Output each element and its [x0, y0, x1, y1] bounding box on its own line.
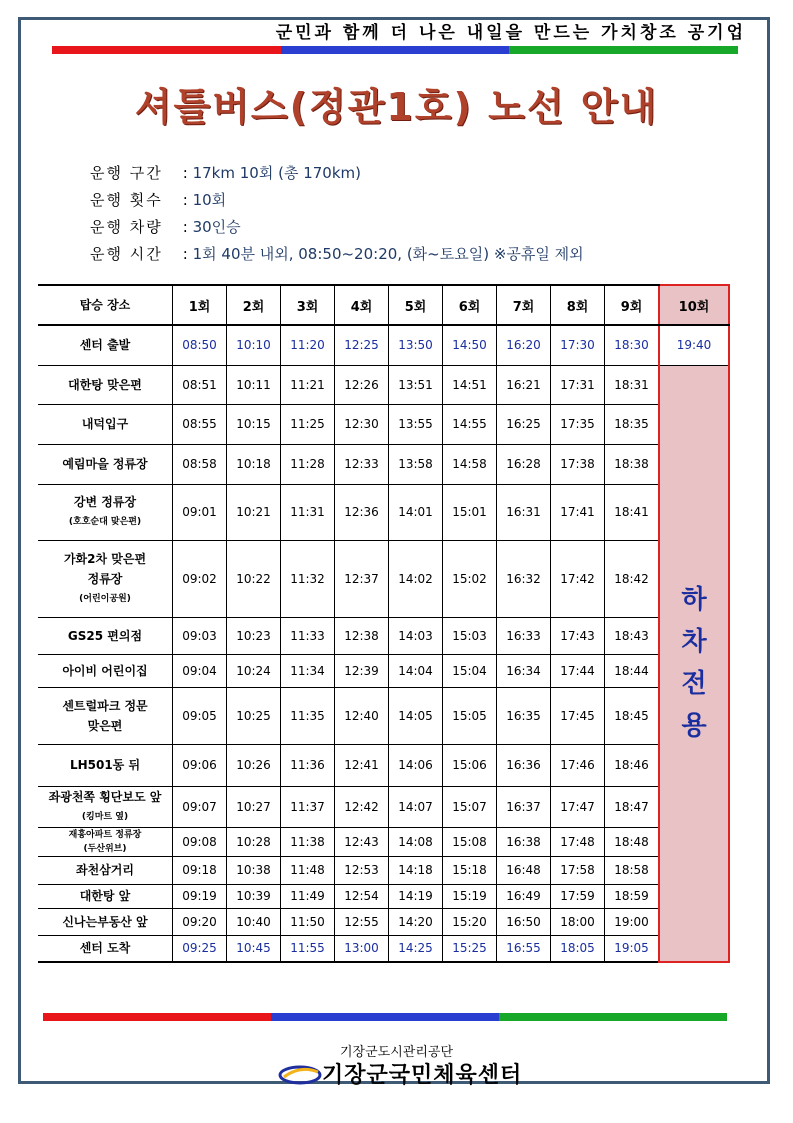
stop-time: 12:37 [335, 540, 389, 617]
stop-time: 12:39 [335, 654, 389, 687]
stop-time: 17:47 [551, 786, 605, 827]
stop-time: 14:58 [443, 444, 497, 484]
departure-time: 13:50 [389, 325, 443, 365]
table-row [38, 744, 729, 786]
stop-time: 11:36 [281, 744, 335, 786]
stop-name: 재흥아파트 정류장 [68, 829, 142, 840]
stop-name: 대한탕 앞 [79, 889, 131, 903]
stop-time: 11:49 [281, 884, 335, 908]
stop-time: 17:46 [551, 744, 605, 786]
stop-time: 16:31 [497, 484, 551, 540]
stop-name-cell [38, 325, 173, 365]
stop-time: 15:20 [443, 908, 497, 935]
stop-time: 15:19 [443, 884, 497, 908]
table-row [38, 404, 729, 444]
stop-name-cell [38, 654, 173, 687]
stop-time: 17:31 [551, 365, 605, 404]
departure-time: 12:25 [335, 325, 389, 365]
center-name: 기장군국민체육센터 [322, 1063, 523, 1088]
stop-time: 14:03 [389, 617, 443, 654]
stop-name-cell [38, 687, 173, 744]
stop-time: 12:54 [335, 884, 389, 908]
stop-time: 15:08 [443, 827, 497, 856]
table-row [38, 365, 729, 404]
stop-name-cell [38, 617, 173, 654]
stop-time: 14:51 [443, 365, 497, 404]
stop-time: 16:37 [497, 786, 551, 827]
stop-time: 18:41 [605, 484, 660, 540]
stop-time: 14:05 [389, 687, 443, 744]
stop-time: 10:39 [227, 884, 281, 908]
arrival-time: 13:00 [335, 935, 389, 962]
stop-name-cell [38, 884, 173, 908]
stop-name-cell [38, 827, 173, 856]
stop-time: 16:21 [497, 365, 551, 404]
bottom-stripe [43, 1013, 727, 1021]
stop-time: 15:04 [443, 654, 497, 687]
center-logo [278, 1058, 522, 1089]
info-row [90, 241, 584, 268]
stop-name-cell [38, 540, 173, 617]
stop-column-header: 탑승 장소 [38, 285, 173, 325]
table-row [38, 687, 729, 744]
stop-name-cell [38, 856, 173, 884]
stop-time: 12:40 [335, 687, 389, 744]
dropoff-label: 하 차 전 용 [681, 585, 707, 742]
stop-time: 14:02 [389, 540, 443, 617]
stop-time: 16:48 [497, 856, 551, 884]
stop-name: 강변 정류장 [73, 495, 137, 509]
stop-time: 09:18 [173, 856, 227, 884]
arrival-time: 14:25 [389, 935, 443, 962]
stop-time: 17:59 [551, 884, 605, 908]
stop-time: 16:32 [497, 540, 551, 617]
info-separator: : [178, 245, 193, 263]
stop-time: 16:50 [497, 908, 551, 935]
stop-name-cell [38, 786, 173, 827]
run-header: 2회 [227, 285, 281, 325]
schedule-table [38, 284, 730, 963]
dropoff-only-cell [659, 365, 729, 962]
info-row [90, 160, 584, 187]
run-header: 1회 [173, 285, 227, 325]
stop-time: 11:38 [281, 827, 335, 856]
stop-time: 18:43 [605, 617, 660, 654]
stop-note: (호호순대 맞은편) [68, 517, 142, 527]
stop-time: 11:28 [281, 444, 335, 484]
departure-time: 14:50 [443, 325, 497, 365]
table-row [38, 786, 729, 827]
stop-name: 센터 도착 [79, 941, 131, 956]
stop-note: (어린이공원) [79, 593, 131, 604]
stop-time: 15:18 [443, 856, 497, 884]
stop-time: 09:04 [173, 654, 227, 687]
departure-time: 18:30 [605, 325, 660, 365]
stop-time: 10:15 [227, 404, 281, 444]
route-info [90, 160, 584, 268]
stop-time: 18:48 [605, 827, 660, 856]
arrival-time: 19:05 [605, 935, 660, 962]
stop-time: 08:55 [173, 404, 227, 444]
stop-name-line2: 정류장 [87, 571, 123, 586]
stop-time: 16:25 [497, 404, 551, 444]
stop-time: 18:42 [605, 540, 660, 617]
departure-time: 19:40 [659, 325, 729, 365]
stop-time: 09:03 [173, 617, 227, 654]
stop-time: 09:02 [173, 540, 227, 617]
stop-time: 11:50 [281, 908, 335, 935]
stop-time: 18:31 [605, 365, 660, 404]
run-header: 3회 [281, 285, 335, 325]
stop-time: 12:41 [335, 744, 389, 786]
stop-time: 16:49 [497, 884, 551, 908]
stop-name-cell [38, 744, 173, 786]
info-value: 17km 10회 (총 170km) [192, 164, 361, 182]
info-label: 운행 횟수 [90, 191, 163, 209]
stop-name-cell [38, 404, 173, 444]
table-row [38, 827, 729, 856]
stop-time: 14:08 [389, 827, 443, 856]
stop-time: 10:21 [227, 484, 281, 540]
stop-time: 09:06 [173, 744, 227, 786]
stop-time: 14:01 [389, 484, 443, 540]
stop-name: 예림마을 정류장 [62, 457, 148, 471]
stop-time: 17:35 [551, 404, 605, 444]
departure-time: 08:50 [173, 325, 227, 365]
stop-name-cell [38, 444, 173, 484]
stop-time: 09:07 [173, 786, 227, 827]
stop-time: 18:46 [605, 744, 660, 786]
stop-name: 센트럴파크 정문 [62, 698, 148, 713]
stop-time: 18:00 [551, 908, 605, 935]
stop-time: 15:05 [443, 687, 497, 744]
stop-time: 16:36 [497, 744, 551, 786]
page-title: 셔틀버스(정관1호) 노선 안내 [134, 85, 659, 129]
stop-time: 09:19 [173, 884, 227, 908]
swoosh-logo-icon [278, 1063, 322, 1085]
info-value: 30인승 [192, 218, 241, 236]
stop-time: 10:38 [227, 856, 281, 884]
run-header: 9회 [605, 285, 660, 325]
stop-time: 12:55 [335, 908, 389, 935]
stop-time: 09:08 [173, 827, 227, 856]
table-row [38, 935, 729, 962]
info-separator: : [178, 164, 193, 182]
stop-time: 10:27 [227, 786, 281, 827]
stop-time: 10:28 [227, 827, 281, 856]
stop-name: LH501동 뒤 [69, 758, 141, 772]
stop-time: 13:58 [389, 444, 443, 484]
stop-time: 09:20 [173, 908, 227, 935]
stop-name: 내덕입구 [81, 417, 129, 431]
stop-time: 12:42 [335, 786, 389, 827]
arrival-time: 16:55 [497, 935, 551, 962]
stop-time: 11:25 [281, 404, 335, 444]
stop-time: 16:34 [497, 654, 551, 687]
arrival-time: 18:05 [551, 935, 605, 962]
stop-time: 10:18 [227, 444, 281, 484]
arrival-time: 09:25 [173, 935, 227, 962]
table-row [38, 654, 729, 687]
arrival-time: 10:45 [227, 935, 281, 962]
stop-time: 14:19 [389, 884, 443, 908]
stop-time: 17:43 [551, 617, 605, 654]
stop-time: 13:51 [389, 365, 443, 404]
stop-note: (킹마트 옆) [81, 811, 129, 822]
stop-name: 센터 출발 [79, 338, 131, 353]
run-header: 6회 [443, 285, 497, 325]
stop-time: 17:41 [551, 484, 605, 540]
stop-time: 17:42 [551, 540, 605, 617]
stop-time: 11:33 [281, 617, 335, 654]
run-header: 4회 [335, 285, 389, 325]
stop-time: 17:38 [551, 444, 605, 484]
stop-time: 08:58 [173, 444, 227, 484]
top-stripe [52, 46, 738, 54]
stop-time: 10:40 [227, 908, 281, 935]
stop-time: 18:45 [605, 687, 660, 744]
stop-time: 12:26 [335, 365, 389, 404]
org-name: 기장군도시관리공단 [339, 1045, 454, 1060]
run-header: 8회 [551, 285, 605, 325]
stop-time: 10:24 [227, 654, 281, 687]
stop-name-cell [38, 365, 173, 404]
stop-time: 12:30 [335, 404, 389, 444]
stop-name: 대한탕 맞은편 [68, 377, 142, 392]
info-row [90, 214, 584, 241]
stop-name-line2: 맞은편 [87, 718, 123, 733]
info-label: 운행 시간 [90, 245, 163, 263]
info-separator: : [178, 218, 193, 236]
info-value: 10회 [192, 191, 227, 209]
table-row [38, 617, 729, 654]
stop-time: 18:59 [605, 884, 660, 908]
info-value: 1회 40분 내외, 08:50~20:20, (화~토요일) ※공휴일 제외 [192, 245, 584, 263]
table-row [38, 484, 729, 540]
stop-name-cell [38, 908, 173, 935]
stop-time: 10:11 [227, 365, 281, 404]
stop-time: 15:07 [443, 786, 497, 827]
departure-time: 17:30 [551, 325, 605, 365]
stop-time: 11:34 [281, 654, 335, 687]
stop-name: 좌천삼거리 [76, 863, 134, 877]
stop-time: 12:38 [335, 617, 389, 654]
stop-name: 좌광천쪽 횡단보도 앞 [48, 789, 162, 804]
stop-time: 17:48 [551, 827, 605, 856]
stop-time: 17:44 [551, 654, 605, 687]
run-header: 7회 [497, 285, 551, 325]
stop-time: 17:45 [551, 687, 605, 744]
stop-time: 15:03 [443, 617, 497, 654]
stop-time: 09:01 [173, 484, 227, 540]
stop-time: 11:31 [281, 484, 335, 540]
stop-time: 11:21 [281, 365, 335, 404]
stop-time: 16:35 [497, 687, 551, 744]
arrival-time: 11:55 [281, 935, 335, 962]
run-header: 10회 [659, 285, 729, 325]
departure-time: 10:10 [227, 325, 281, 365]
stop-time: 10:23 [227, 617, 281, 654]
stop-time: 14:06 [389, 744, 443, 786]
stop-name-cell [38, 935, 173, 962]
info-separator: : [178, 191, 193, 209]
stop-time: 16:38 [497, 827, 551, 856]
stop-time: 12:33 [335, 444, 389, 484]
arrival-time: 15:25 [443, 935, 497, 962]
stop-time: 11:48 [281, 856, 335, 884]
run-header: 5회 [389, 285, 443, 325]
info-row [90, 187, 584, 214]
info-label: 운행 차량 [90, 218, 163, 236]
stop-time: 13:55 [389, 404, 443, 444]
stop-time: 14:55 [443, 404, 497, 444]
slogan: 군민과 함께 더 나은 내일을 만드는 가치창조 공기업 [275, 23, 746, 43]
departure-time: 16:20 [497, 325, 551, 365]
stop-time: 09:05 [173, 687, 227, 744]
table-row [38, 325, 729, 365]
stop-note: (두산위브) [83, 843, 127, 854]
stop-time: 14:18 [389, 856, 443, 884]
stop-time: 16:28 [497, 444, 551, 484]
stop-time: 11:32 [281, 540, 335, 617]
stop-time: 15:01 [443, 484, 497, 540]
stop-time: 10:26 [227, 744, 281, 786]
table-row [38, 856, 729, 884]
stop-time: 08:51 [173, 365, 227, 404]
stop-time: 18:44 [605, 654, 660, 687]
stop-time: 12:36 [335, 484, 389, 540]
stop-time: 11:37 [281, 786, 335, 827]
table-row [38, 444, 729, 484]
stop-time: 14:04 [389, 654, 443, 687]
stop-time: 15:02 [443, 540, 497, 617]
stop-time: 12:53 [335, 856, 389, 884]
info-label: 운행 구간 [90, 164, 163, 182]
stop-time: 14:07 [389, 786, 443, 827]
stop-time: 12:43 [335, 827, 389, 856]
departure-time: 11:20 [281, 325, 335, 365]
stop-time: 18:58 [605, 856, 660, 884]
stop-time: 18:35 [605, 404, 660, 444]
stop-name: 신나는부동산 앞 [62, 914, 148, 929]
stop-time: 16:33 [497, 617, 551, 654]
stop-time: 15:06 [443, 744, 497, 786]
stop-name: 가화2차 맞은편 [63, 551, 147, 566]
stop-name: 아이비 어린이집 [62, 663, 148, 678]
table-row [38, 540, 729, 617]
stop-name: GS25 편의점 [67, 628, 143, 643]
stop-time: 18:38 [605, 444, 660, 484]
table-row [38, 884, 729, 908]
stop-time: 10:22 [227, 540, 281, 617]
stop-name-cell [38, 484, 173, 540]
stop-time: 10:25 [227, 687, 281, 744]
stop-time: 18:47 [605, 786, 660, 827]
table-row [38, 908, 729, 935]
stop-time: 19:00 [605, 908, 660, 935]
stop-time: 11:35 [281, 687, 335, 744]
stop-time: 14:20 [389, 908, 443, 935]
stop-time: 17:58 [551, 856, 605, 884]
